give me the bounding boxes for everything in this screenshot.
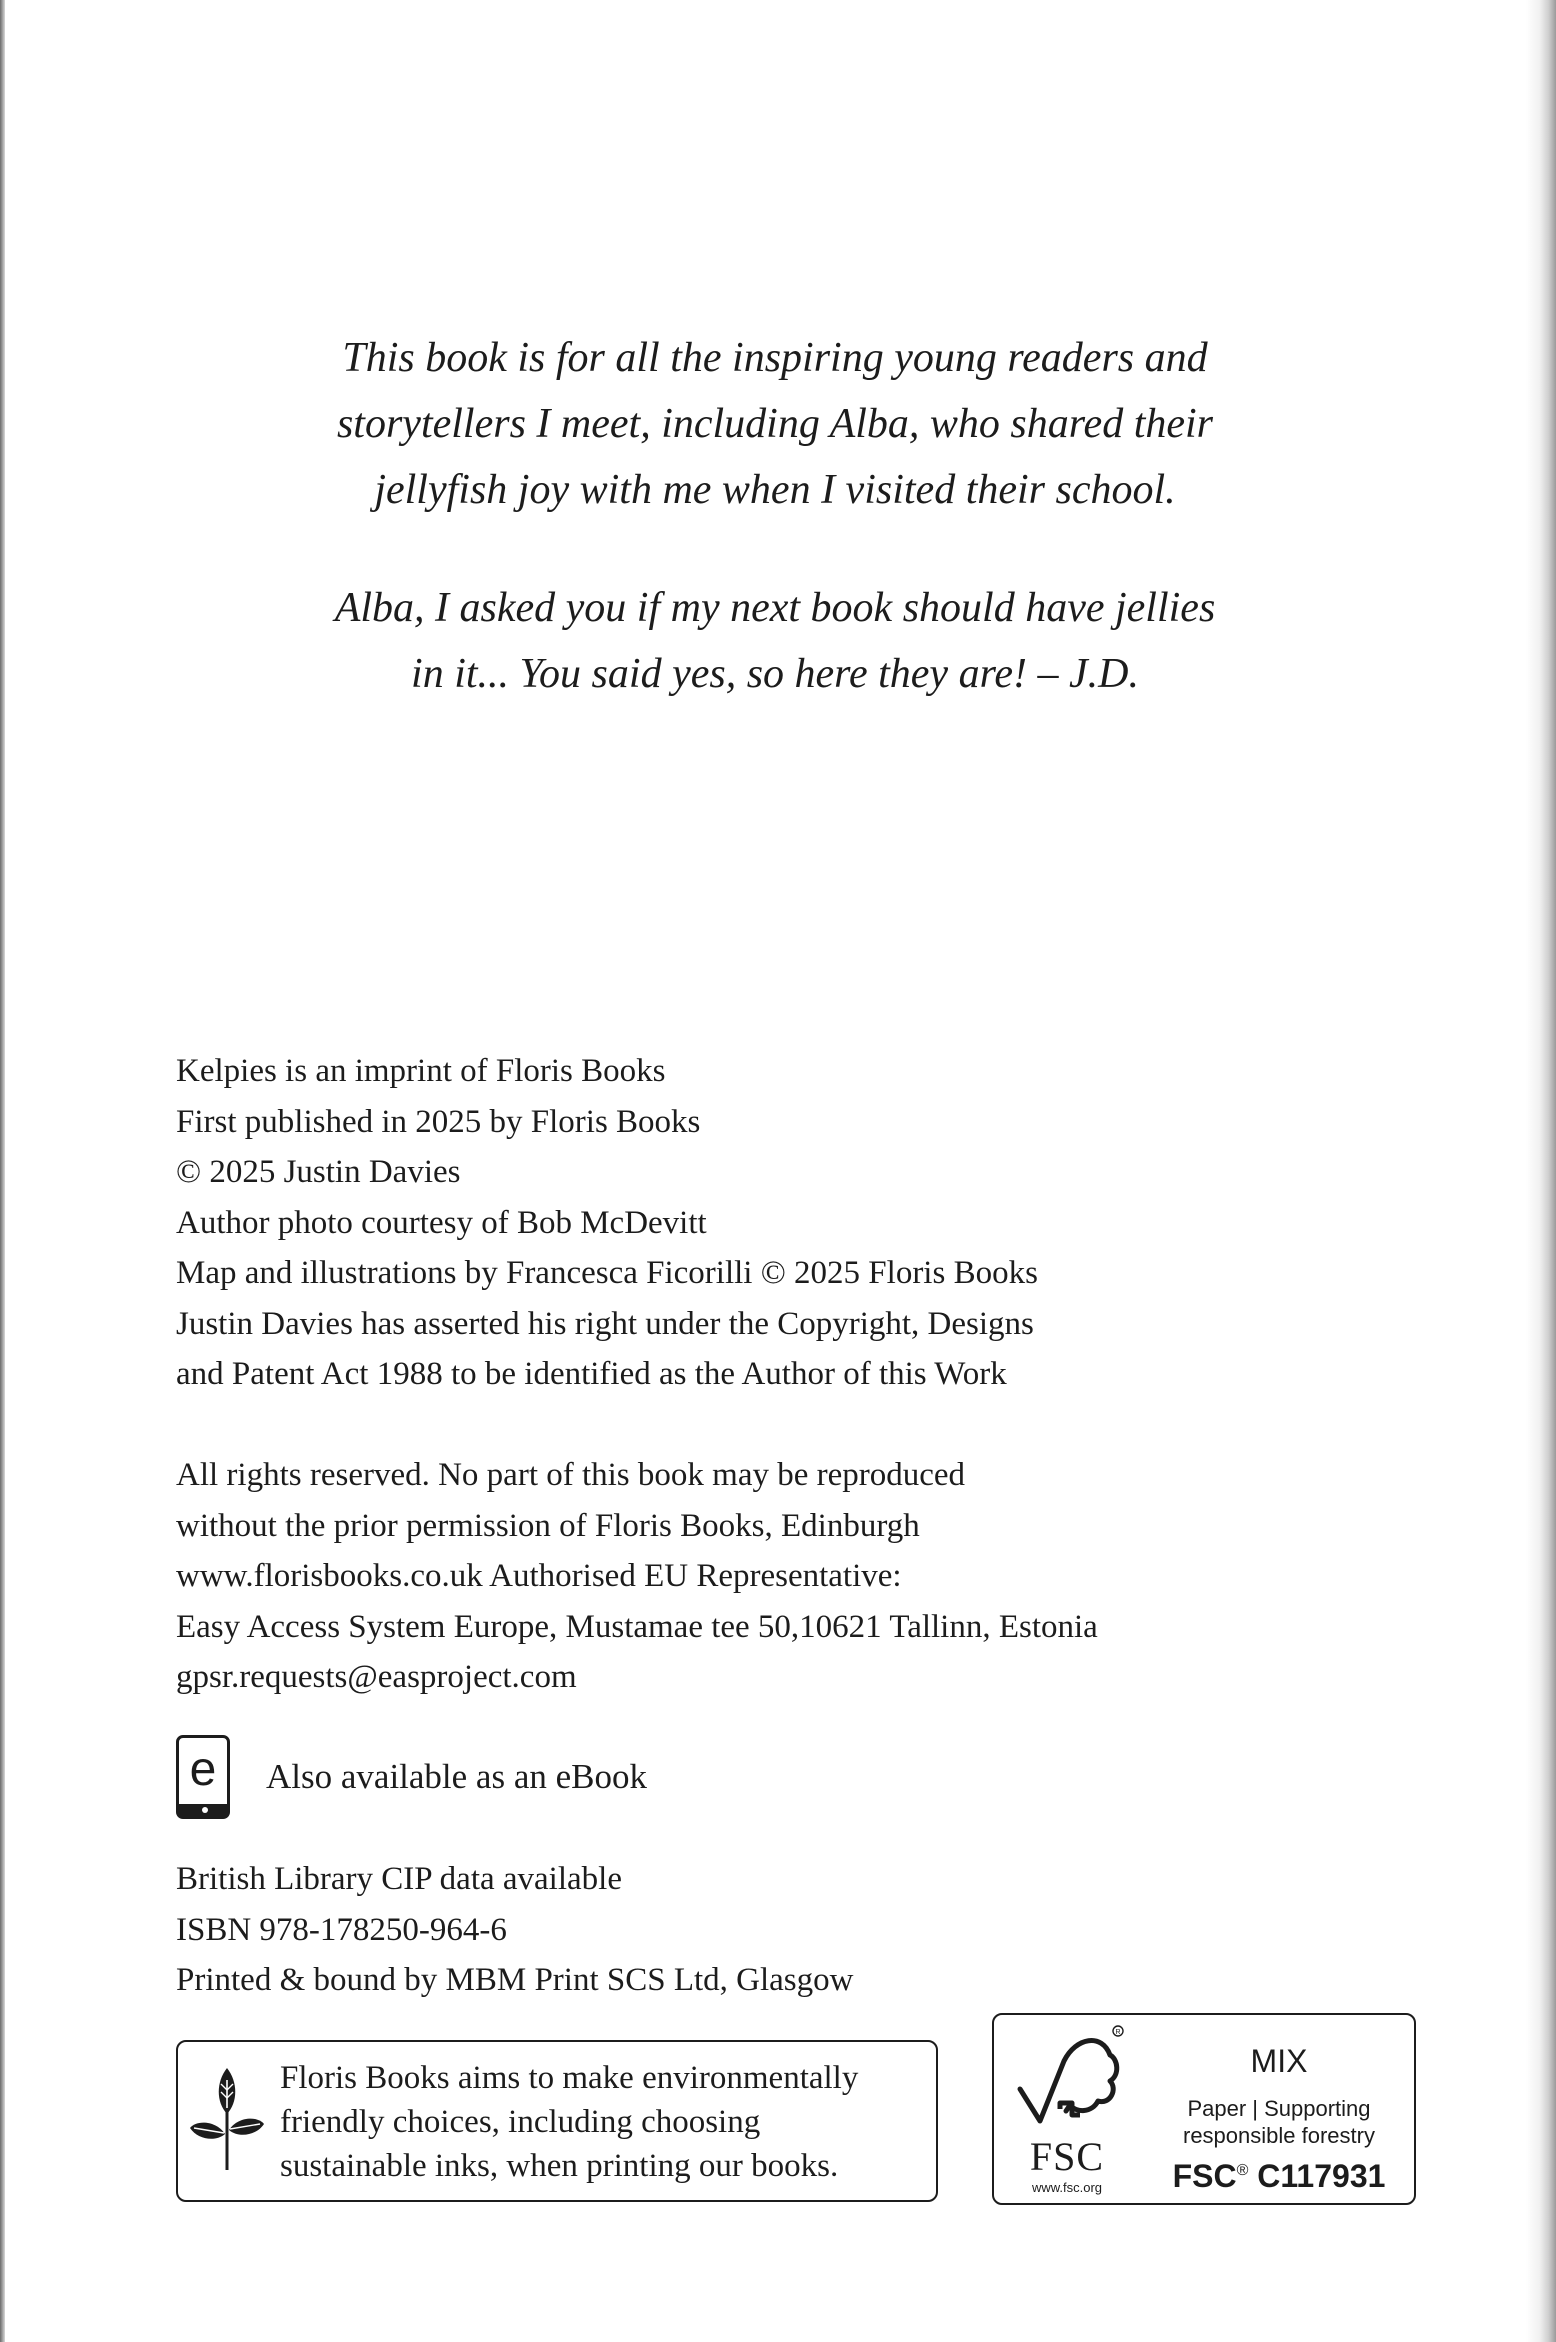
environment-notice [176, 2040, 938, 2202]
fsc-license-prefix: FSC [1172, 2158, 1237, 2194]
imprint-line: Justin Davies has asserted his right under the Copyright, Designs [176, 1305, 1034, 1342]
fsc-registered-mark: ® [1236, 2162, 1249, 2179]
imprint-line: gpsr.requests@easproject.com [176, 1659, 577, 1695]
dedication [260, 325, 1290, 759]
imprint-catalogue [176, 1854, 1356, 2006]
dedication-line: in it... You said yes, so here they are! – J.D. [411, 651, 1139, 697]
dedication-paragraph-1 [260, 325, 1290, 523]
dedication-line: This book is for all the inspiring young readers and [342, 335, 1208, 381]
svg-text:R: R [1115, 2029, 1121, 2036]
environment-text [280, 2056, 930, 2188]
page-edge-right [1526, 0, 1556, 2342]
isbn-line: ISBN 978-178250-964-6 [176, 1911, 507, 1948]
fsc-tree-check-icon [1006, 2023, 1124, 2143]
imprint-line: First published in 2025 by Floris Books [176, 1103, 701, 1140]
ebook-icon-letter: e [189, 1743, 217, 1796]
fsc-license-number: C117931 [1257, 2158, 1386, 2194]
fsc-description-line: Paper | Supporting [1187, 2096, 1371, 2121]
fsc-description-line: responsible forestry [1183, 2123, 1375, 2148]
fsc-category: MIX [1250, 2043, 1308, 2079]
dedication-line: storytellers I meet, including Alba, who shared their [336, 401, 1214, 447]
environment-line: friendly choices, including choosing [280, 2104, 761, 2140]
dedication-paragraph-2 [260, 575, 1290, 707]
imprint-line: and Patent Act 1988 to be identified as the Author of this Work [176, 1356, 1007, 1392]
fsc-license-code [1154, 2153, 1404, 2194]
fsc-logo-text: FSC [1029, 2134, 1105, 2179]
dedication-line: Alba, I asked you if my next book should have jellies [334, 585, 1216, 631]
imprint-line: Kelpies is an imprint of Floris Books [176, 1053, 666, 1089]
printer-line: Printed & bound by MBM Print SCS Ltd, Glasgow [176, 1962, 854, 1998]
imprint-line: Easy Access System Europe, Mustamae tee 50,10621 Tallinn, Estonia [176, 1608, 1098, 1645]
dedication-line: jellyfish joy with me when I visited their school. [374, 467, 1176, 513]
environment-line: Floris Books aims to make environmentally [280, 2060, 859, 2096]
page-edge-left [0, 0, 5, 2342]
imprint-line: www.florisbooks.co.uk Authorised EU Representative: [176, 1558, 902, 1594]
imprint-line: All rights reserved. No part of this book may be reproduced [176, 1457, 966, 1493]
environment-line: sustainable inks, when printing our books. [280, 2148, 839, 2184]
imprint-line: British Library CIP data available [176, 1861, 622, 1897]
imprint-line: without the prior permission of Floris Books, Edinburgh [176, 1507, 920, 1544]
ebook-icon [176, 1735, 230, 1819]
fsc-url: www.fsc.org [1031, 2180, 1103, 2195]
ebook-label: Also available as an eBook [266, 1757, 648, 1796]
plant-icon [188, 2064, 266, 2174]
ebook-icon-button [202, 1807, 208, 1813]
imprint-line: Author photo courtesy of Bob McDevitt [176, 1204, 707, 1241]
fsc-label [992, 2013, 1416, 2205]
imprint-credits [176, 1046, 1356, 1400]
imprint-line: Map and illustrations by Francesca Ficorilli © 2025 Floris Books [176, 1255, 1038, 1291]
imprint-rights [176, 1450, 1356, 1703]
fsc-description [1154, 2095, 1404, 2149]
imprint-line: © 2025 Justin Davies [176, 1154, 461, 1190]
